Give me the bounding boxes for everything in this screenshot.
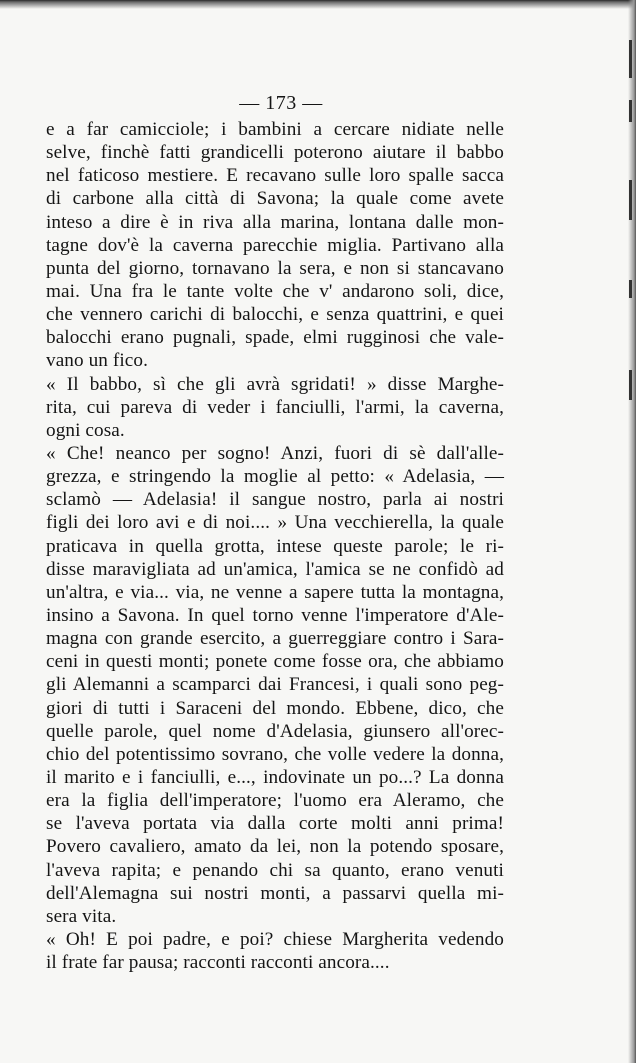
page-edge-marks <box>628 40 632 460</box>
text-line: « Che! neanco per sogno! Anzi, fuori di sè dall'alle- <box>46 442 504 464</box>
text-line: vano un fico. <box>46 350 149 372</box>
text-line: insino a Savona. In quel torno venne l'imperatore d'Ale- <box>46 604 504 626</box>
text-line: inteso a dire è in riva alla marina, lontana dalle mon- <box>46 211 504 233</box>
text-line: « Oh! E poi padre, e poi? chiese Margherita vedendo <box>46 928 504 950</box>
text-line: grezza, e stringendo la moglie al petto: « Adelasia, — <box>46 466 504 488</box>
text-line: figli dei loro avi e di noi.... » Una vecchierella, la quale <box>46 512 504 534</box>
body-text <box>46 118 504 974</box>
page-number: — 173 — <box>239 92 323 114</box>
text-line: balocchi erano pugnali, spade, elmi rugginosi che vale- <box>46 327 504 349</box>
text-line: dell'Alemagna sui nostri monti, a passarvi quella mi- <box>46 882 504 904</box>
text-line: il frate far pausa; racconti racconti ancora.... <box>46 952 390 974</box>
text-line: quelle parole, quel nome d'Adelasia, giunsero all'orec- <box>46 720 504 742</box>
text-line: di carbone alla città di Savona; la quale come avete <box>46 188 504 210</box>
text-line: era la figlia dell'imperatore; l'uomo era Aleramo, che <box>46 790 504 812</box>
text-line: rita, cui pareva di veder i fanciulli, l'armi, la caverna, <box>46 396 504 418</box>
text-line: mai. Una fra le tante volte che v' andarono soli, dice, <box>46 280 504 302</box>
page-top-edge-shadow <box>0 0 636 10</box>
text-line: e a far camicciole; i bambini a cercare nidiate nelle <box>46 119 504 140</box>
text-line: chio del potentissimo sovrano, che volle vedere la donna, <box>46 743 504 765</box>
text-line: ogni cosa. <box>46 419 125 441</box>
text-line: nel faticoso mestiere. E recavano sulle loro spalle sacca <box>46 165 504 187</box>
text-line: tagne dov'è la caverna parecchie miglia. Partivano alla <box>46 234 504 256</box>
text-line: selve, finchè fatti grandicelli poterono aiutare il babbo <box>46 142 504 164</box>
text-line: gli Alemanni a scamparci dai Francesi, i quali sono peg- <box>46 674 504 696</box>
text-line: che vennero carichi di balocchi, e senza quattrini, e quei <box>46 304 504 326</box>
text-line: magna con grande esercito, a guerreggiare contro i Sara- <box>46 628 504 650</box>
text-line: il marito e i fanciulli, e..., indovinate un po...? La donna <box>46 766 504 788</box>
text-line: sera vita. <box>46 905 117 927</box>
text-line: giori di tutti i Saraceni del mondo. Ebbene, dico, che <box>46 697 504 719</box>
text-line: praticava in quella grotta, intese queste parole; le ri- <box>46 535 504 557</box>
text-line: se l'aveva portata via dalla corte molti anni prima! <box>46 813 504 835</box>
text-line: sclamò — Adelasia! il sangue nostro, parla ai nostri <box>46 489 504 511</box>
text-line: un'altra, e via... via, ne venne a sapere tutta la montagna, <box>46 581 504 603</box>
text-line: Povero cavaliero, amato da lei, non la potendo sposare, <box>46 836 504 858</box>
text-line: ceni in questi monti; ponete come fosse ora, che abbiamo <box>46 651 504 673</box>
text-line: l'aveva rapita; e penando chi sa quanto, erano venuti <box>46 859 504 881</box>
text-line: punta del giorno, tornavano la sera, e non si stancavano <box>46 257 504 279</box>
text-line: disse maravigliata ad un'amica, l'amica se ne confidò ad <box>46 558 504 580</box>
text-line: « Il babbo, sì che gli avrà sgridati! » disse Marghe- <box>46 373 504 395</box>
